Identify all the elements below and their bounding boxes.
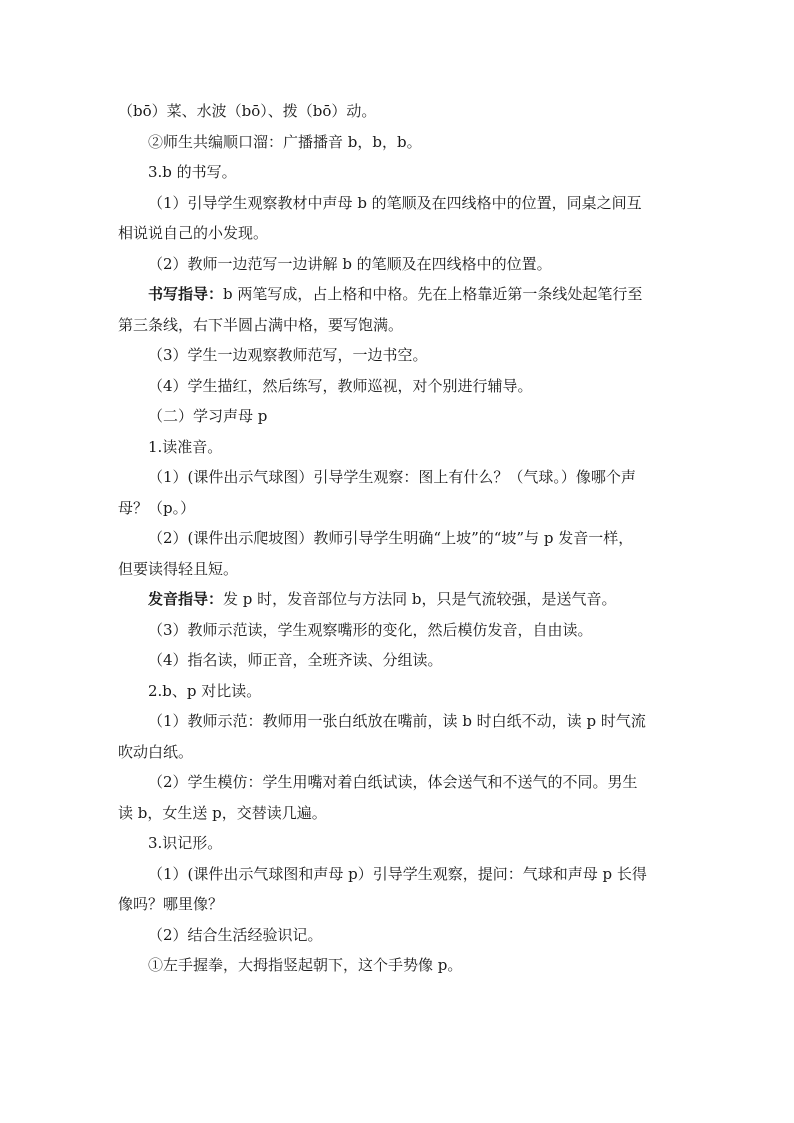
text-line xyxy=(118,584,678,615)
text-line: ①左手握拳，大拇指竖起朝下，这个手势像 p。 xyxy=(148,956,463,974)
text-line: （bō）菜、水波（bō）、拨（bō）动。 xyxy=(118,102,377,120)
text-line: （1）(课件出示气球图和声母 p）引导学生观察，提问：气球和声母 p 长得 xyxy=(148,864,647,883)
text-line: （1）教师示范：教师用一张白纸放在嘴前，读 b 时白纸不动，读 p 时气流 xyxy=(148,712,646,730)
text-line: （3）学生一边观察教师范写，一边书空。 xyxy=(148,346,428,364)
text-line: 母？（p。） xyxy=(118,498,196,517)
text-line: 吹动白纸。 xyxy=(118,742,194,761)
section-heading: 3.b 的书写。 xyxy=(148,163,237,181)
text-line xyxy=(118,279,678,310)
text-line: （2）教师一边范写一边讲解 b 的笔顺及在四线格中的位置。 xyxy=(148,254,552,273)
pronunciation-guide-label: 发音指导： xyxy=(148,590,224,608)
section-heading: （二）学习声母 p xyxy=(148,407,268,425)
pronunciation-guide-text: 发 p 时，发音部位与方法同 b，只是气流较强，是送气音。 xyxy=(223,590,617,608)
text-line: （3）教师示范读，学生观察嘴形的变化，然后模仿发音，自由读。 xyxy=(148,620,593,639)
section-heading: 2.b、p 对比读。 xyxy=(148,681,262,700)
writing-guide-label: 书写指导： xyxy=(148,285,224,303)
text-line: （2）学生模仿：学生用嘴对着白纸试读，体会送气和不送气的不同。男生 xyxy=(148,773,638,791)
text-line: （2）结合生活经验识记。 xyxy=(148,925,323,944)
text-line: （4）学生描红，然后练写，教师巡视，对个别进行辅导。 xyxy=(148,376,533,395)
text-line: 相说说自己的小发现。 xyxy=(118,224,269,242)
text-line: 读 b，女生送 p，交替读几遍。 xyxy=(118,803,327,822)
text-line: （2）(课件出示爬坡图）教师引导学生明确“上坡”的“坡”与 p 发音一样， xyxy=(148,529,634,547)
text-line: （1）引导学生观察教材中声母 b 的笔顺及在四线格中的位置，同桌之间互 xyxy=(148,193,642,212)
section-heading: 3.识记形。 xyxy=(148,834,223,852)
text-line: 第三条线，右下半圆占满中格，要写饱满。 xyxy=(118,315,404,334)
text-line: 像吗？哪里像？ xyxy=(118,895,224,913)
text-line: ②师生共编顺口溜：广播播音 b，b，b。 xyxy=(148,132,422,151)
text-line: （4）指名读，师正音，全班齐读、分组读。 xyxy=(148,651,443,669)
text-line: 但要读得轻且短。 xyxy=(118,559,239,578)
writing-guide-text: b 两笔写成，占上格和中格。先在上格靠近第一条线处起笔行至 xyxy=(223,285,643,303)
text-line: （1）(课件出示气球图）引导学生观察：图上有什么？（气球。）像哪个声 xyxy=(148,468,636,486)
document-body xyxy=(118,96,678,981)
section-heading: 1.读准音。 xyxy=(148,437,223,456)
